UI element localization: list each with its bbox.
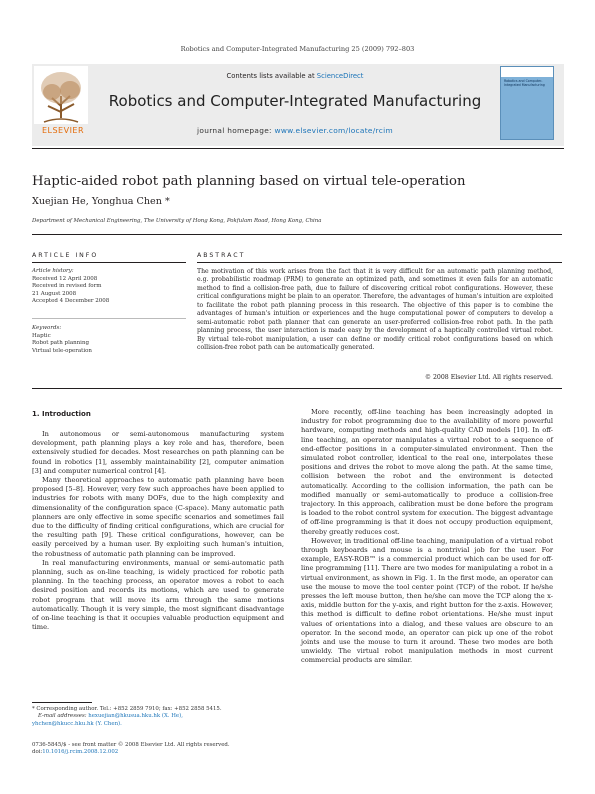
email-line [32, 713, 284, 720]
abstract-bottom-rule [32, 388, 562, 389]
footnote-rule [32, 702, 92, 703]
corresponding-author-note: * Corresponding author. Tel.: +852 2859 7910; fax: +852 2858 5415. [32, 706, 222, 712]
article-history [32, 268, 182, 306]
journal-cover-thumbnail [500, 66, 554, 140]
keyword: Virtual tele-operation [32, 347, 92, 354]
email-label: E-mail addresses: [38, 713, 89, 720]
doi-prefix: doi: [32, 749, 43, 756]
keyword: Robot path planning [32, 340, 90, 347]
footnote-block [32, 706, 284, 728]
copyright: © 2008 Elsevier Ltd. All rights reserved. [424, 374, 553, 381]
header-rule [32, 148, 564, 149]
paragraph: In autonomous or semi-autonomous manufacturing system development, path planning plays a key role and has, therefore, been extensively studied for decades. Most researches on path planning can be found in robotics [1], assembly maintainability [2], computer animation [3] and computer numerical control [4]. [32, 430, 284, 475]
abstract-rule [197, 262, 562, 263]
homepage-link[interactable]: www.elsevier.com/locate/rcim [274, 126, 393, 135]
homepage-prefix: journal homepage: [197, 126, 275, 135]
paragraph: In real manufacturing environments, manual or semi-automatic path planning, such as on-line teaching, is widely practiced for robotic path planning. In the teaching process, an operator moves a robot to each desired position and records its motions, which are used to generate robot program that will move its arm through the same motions automatically. Though it is very simple, the most significant disadvantage of on-line teaching is that it occupies valuable production equipment and time. [32, 558, 284, 632]
info-separator [32, 318, 186, 319]
article-info-heading: ARTICLE INFO [32, 252, 99, 259]
history-item: Received 12 April 2008 [32, 275, 98, 282]
article-info-rule [32, 262, 186, 263]
history-item: 21 August 2008 [32, 290, 77, 297]
history-label: Article history: [32, 268, 74, 274]
history-item: Received in revised form [32, 283, 102, 290]
authors: Xuejian He, Yonghua Chen * [32, 196, 170, 207]
history-item: Accepted 4 December 2008 [32, 298, 110, 305]
paper-title: Haptic-aided robot path planning based on virtual tele-operation [32, 174, 466, 189]
cover-strip [501, 67, 553, 77]
journal-title: Robotics and Computer-Integrated Manufacturing [108, 92, 482, 110]
front-matter-block [32, 742, 332, 757]
keywords [32, 325, 182, 355]
paragraph: Many theoretical approaches to automatic path planning have been proposed [5–8]. However, very few such approaches have been applied to industries for robots with many DOFs, due to the high complexity and dimensionality of the configuration space (C-space). Many automatic path planners are only effective in some specific scenarios and sometimes fail due to the difficulty of finding critical configurations, which are crucial for the resulting path [9]. These critical configurations, however, can be easily perceived by a human user. By exploiting such human's intuition, the robustness of automatic path planning can be improved. [32, 476, 284, 558]
paragraph: However, in traditional off-line teaching, manipulation of a virtual robot through keyboards and mouse is a nontrivial job for the user. For example, EASY-ROB™ is a commercial product which can be used for off-line programming [11]. There are two modes for manipulating a robot in a virtual environment, as shown in Fig. 1. In the first mode, an operator can use the mouse to move the tool center point (TCP) of the robot. If he/she presses the left mouse button, then he/she can move the TCP along the x-axis, middle button for the y-axis, and right button for the z-axis. However, this method is difficult to define robot orientations. He/she must input values of orientations into a dialog, and these values are obscure to an operator. In the second mode, an operator can pick up one of the robot joints and use the mouse to turn it around. These two modes are both unwieldy. The virtual robot manipulation methods in most current commercial products are similar. [301, 536, 553, 665]
doi-link[interactable]: 10.1016/j.rcim.2008.12.002 [42, 749, 119, 756]
publisher-wordmark: ELSEVIER [41, 126, 85, 135]
keyword: Haptic [32, 332, 51, 339]
running-head: Robotics and Computer-Integrated Manufacturing 25 (2009) 792–803 [180, 45, 415, 53]
abstract-heading: ABSTRACT [197, 252, 246, 259]
abstract-text: The motivation of this work arises from the fact that it is very difficult for an automatic path planning method, e.g. probabilistic roadmap (PRM) to generate an optimized path, and sometimes it even fails for an automatic method to find a collision-free path, due to failure of discovering critical robot configurations. However, these critical configurations might be plain to an operator. Therefore, the advantages of human's intuition are exploited to facilitate the robot path planning process in this research. The objective of this paper is to combine the advantages of human's intuition or experiences and the huge computational power of computers to develop a semi-automatic robot path planner that can generate an user-preferred collision-free robot path. In the path planning process, the user interaction is made easy by the development of a haptically controlled virtual robot. By virtual tele-robot manipulation, a user can define or modify critical robot configurations based on which collision-free robot path can be automatically generated. [197, 268, 553, 352]
contents-line [100, 72, 490, 80]
body-right-column [301, 408, 553, 666]
top-divider [32, 234, 562, 235]
paragraph: More recently, off-line teaching has been increasingly adopted in industry for robot programming due to the availability of more powerful hardware, computing methods and high-quality CAD models [10]. In off-line teaching, an operator manipulates a virtual robot to a sequence of end-effector positions in a computer-simulated environment. Then the simulated robot controller, identical to the real one, interpolates these positions and drives the robot to move along the path. At the same time, collision between the robot and the environment is detected automatically. According to the collision information, the path can be modified manually or semi-automatically to produce a collision-free trajectory. In this approach, calibration must be done before the program is loaded to the robot control system for execution. The biggest advantage of off-line programming is that it does not occupy production equipment, thereby greatly reduces cost. [301, 408, 553, 536]
email-link[interactable]: yhchen@hkucc.hku.hk (Y. Chen). [32, 720, 122, 727]
section-heading-introduction: 1. Introduction [32, 410, 91, 418]
email-link[interactable]: hexuejian@hkusua.hku.hk (X. He), [88, 713, 183, 720]
contents-prefix: Contents lists available at [226, 72, 317, 80]
body-left-column [32, 430, 284, 632]
journal-homepage-line [100, 126, 490, 135]
affiliation: Department of Mechanical Engineering, The University of Hong Kong, Pokfulam Road, Hong Kong, China [32, 218, 322, 224]
cover-title: Robotics and Computer-Integrated Manufacturing [504, 79, 545, 87]
doi-line [32, 749, 332, 756]
sciencedirect-link[interactable]: ScienceDirect [316, 72, 364, 80]
issn-line: 0736-5845/$ - see front matter © 2008 Elsevier Ltd. All rights reserved. [32, 742, 230, 748]
keywords-label: Keywords: [32, 325, 62, 331]
